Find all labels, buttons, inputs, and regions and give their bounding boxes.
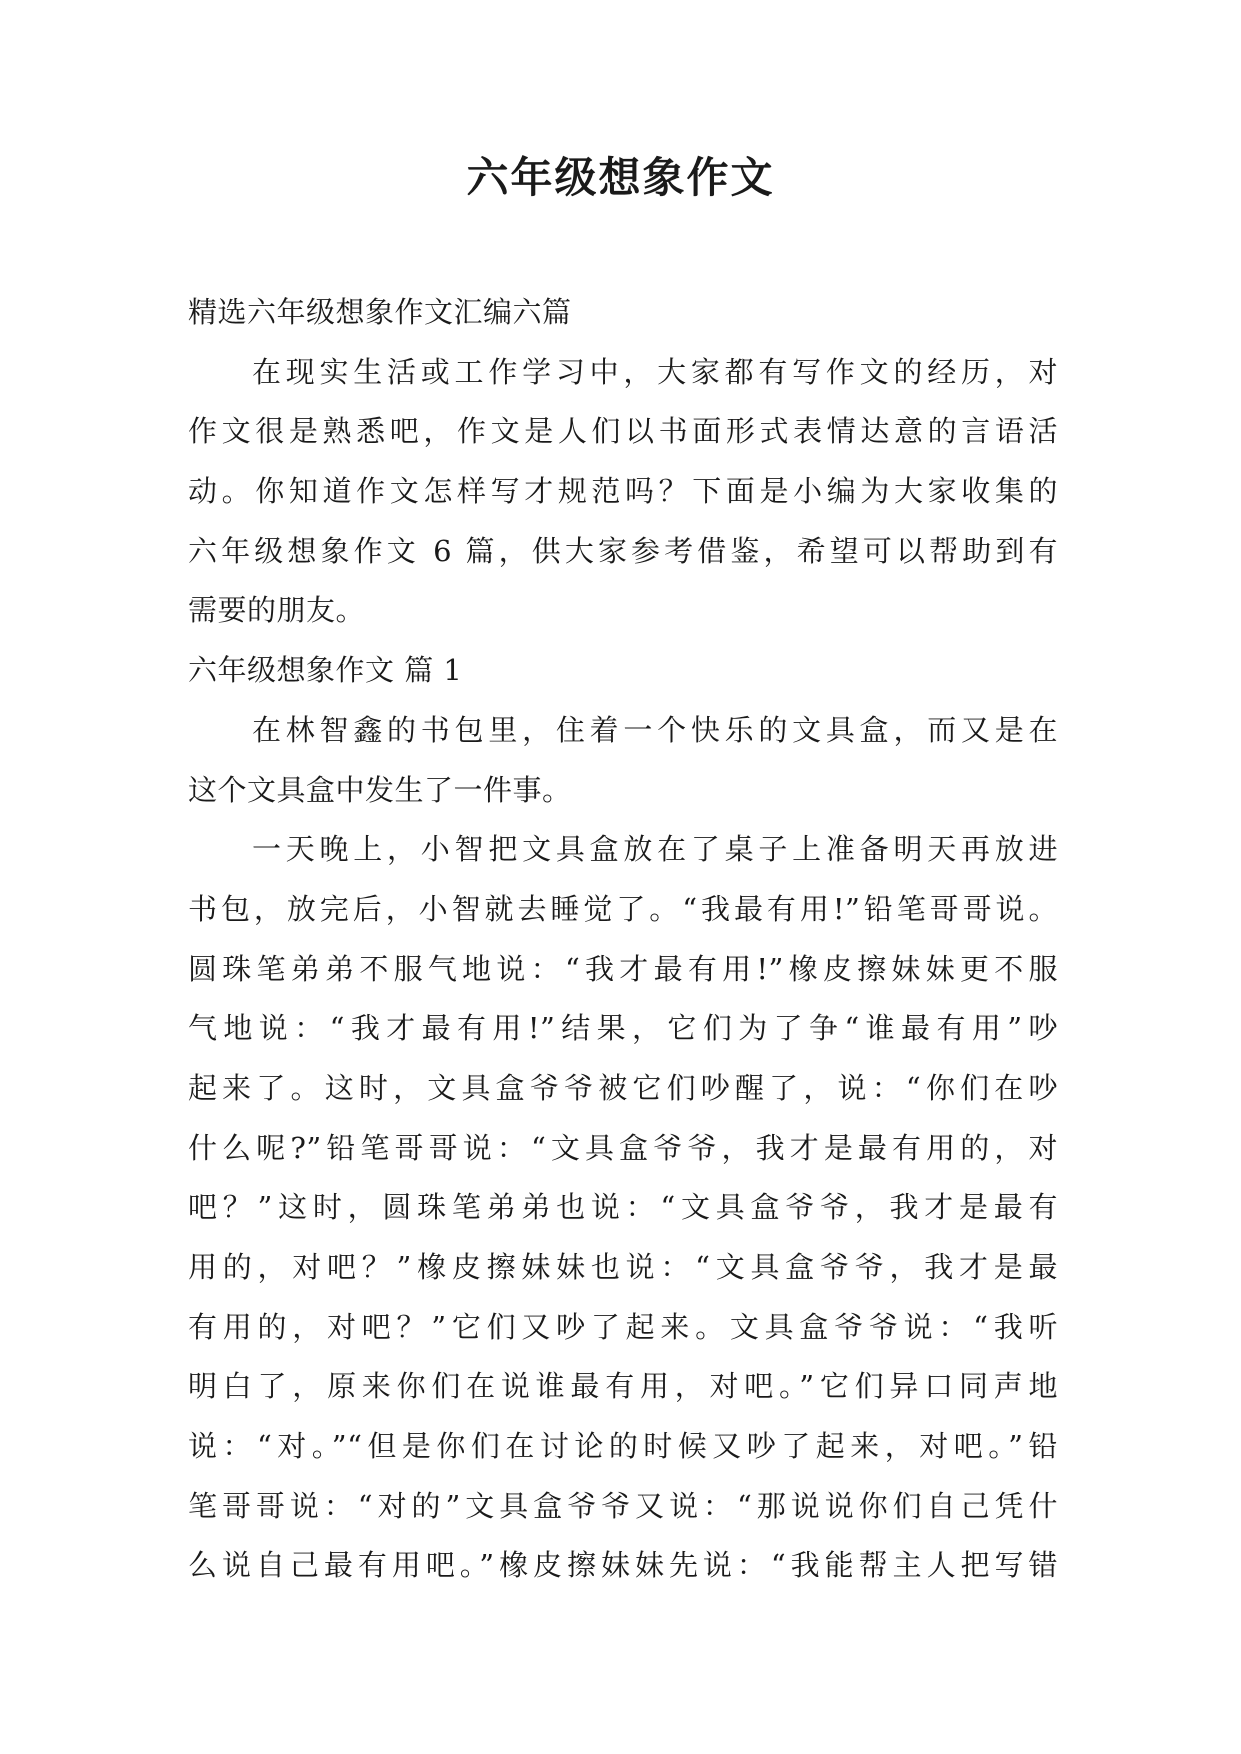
paragraph-line: 什么呢?”铅笔哥哥说：“文具盒爷爷，我才是最有用的，对 — [188, 1130, 1058, 1165]
paragraph-line: 明白了，原来你们在说谁最有用，对吧。”它们异口同声地 — [188, 1369, 1058, 1404]
paragraph-line: 书包，放完后，小智就去睡觉了。“我最有用!”铅笔哥哥说。 — [188, 891, 1058, 926]
paragraph-line: 这个文具盒中发生了一件事。 — [188, 772, 572, 807]
paragraph-line: 么说自己最有用吧。”橡皮擦妹妹先说：“我能帮主人把写错 — [188, 1548, 1058, 1583]
paragraph-line: 在现实生活或工作学习中，大家都有写作文的经历，对 — [252, 354, 1058, 389]
paragraph-line: 有用的，对吧？”它们又吵了起来。文具盒爷爷说：“我听 — [188, 1309, 1058, 1344]
subtitle-line: 精选六年级想象作文汇编六篇 — [188, 295, 572, 329]
paragraph-line: 吧？”这时，圆珠笔弟弟也说：“文具盒爷爷，我才是最有 — [188, 1190, 1058, 1225]
paragraph-line: 起来了。这时，文具盒爷爷被它们吵醒了，说：“你们在吵 — [188, 1070, 1058, 1105]
paragraph-line: 一天晚上，小智把文具盒放在了桌子上准备明天再放进 — [252, 832, 1058, 867]
paragraph-line: 六年级想象作文 6 篇，供大家参考借鉴，希望可以帮助到有 — [188, 533, 1058, 568]
paragraph-line: 在林智鑫的书包里，住着一个快乐的文具盒，而又是在 — [252, 712, 1058, 747]
paragraph-line: 笔哥哥说：“对的”文具盒爷爷又说：“那说说你们自己凭什 — [188, 1488, 1058, 1523]
section-heading: 六年级想象作文 篇 1 — [188, 653, 463, 688]
document-title: 六年级想象作文 — [466, 153, 775, 202]
paragraph-line: 用的，对吧？”橡皮擦妹妹也说：“文具盒爷爷，我才是最 — [188, 1250, 1058, 1284]
paragraph-line: 圆珠笔弟弟不服气地说：“我才最有用!”橡皮擦妹妹更不服 — [188, 951, 1058, 986]
paragraph-line: 气地说：“我才最有用!”结果，它们为了争“谁最有用”吵 — [188, 1011, 1058, 1046]
paragraph-line: 动。你知道作文怎样写才规范吗？下面是小编为大家收集的 — [188, 474, 1058, 509]
paragraph-line: 需要的朋友。 — [188, 593, 366, 628]
paragraph-line: 说：“对。”“但是你们在讨论的时候又吵了起来，对吧。”铅 — [188, 1429, 1058, 1464]
paragraph-line: 作文很是熟悉吧，作文是人们以书面形式表情达意的言语活 — [188, 414, 1058, 449]
document-body — [188, 283, 1058, 1596]
